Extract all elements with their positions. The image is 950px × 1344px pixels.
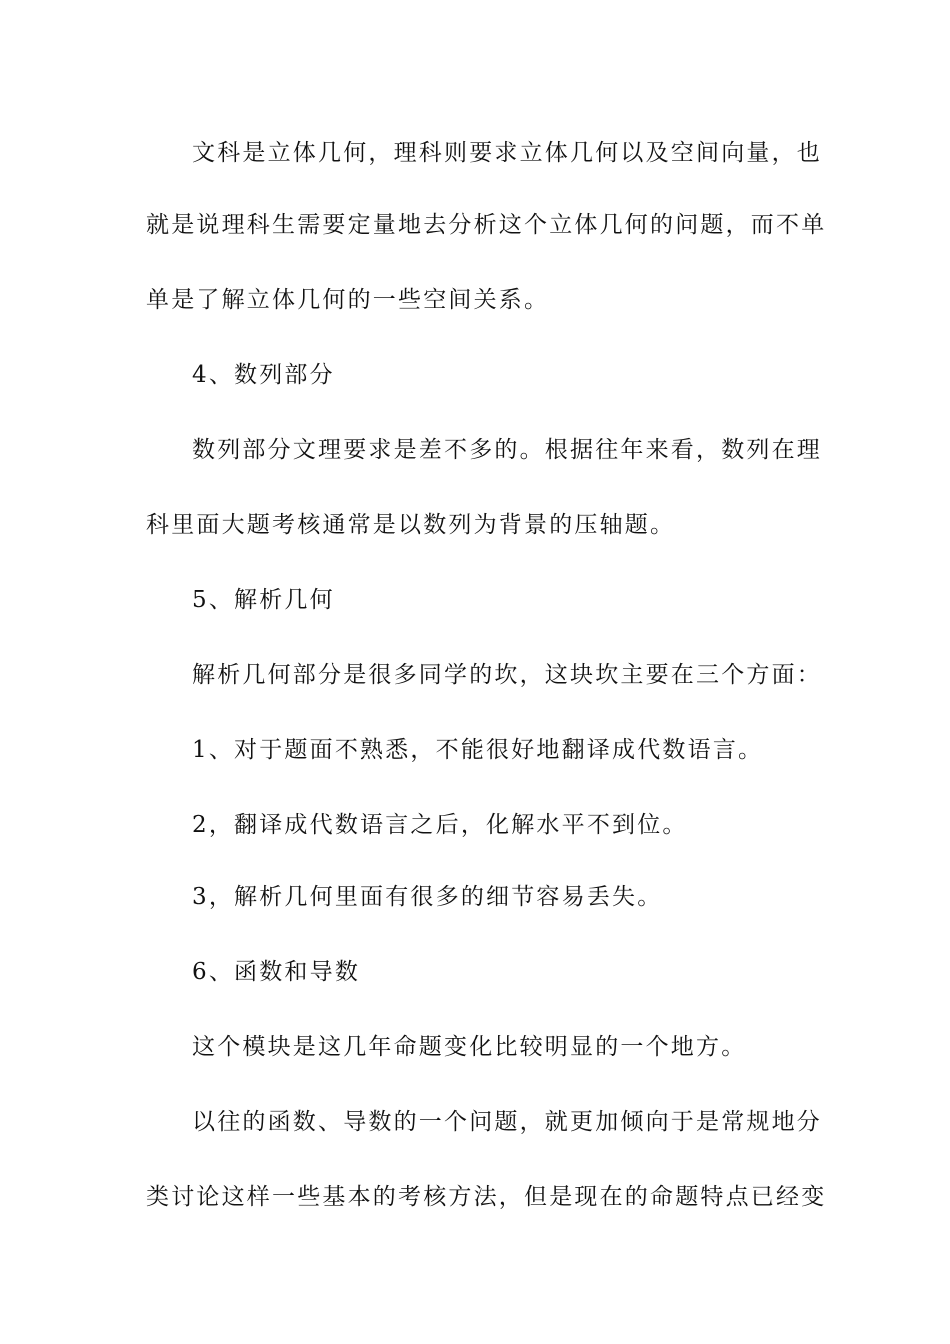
section-heading-4: 4、数列部分 (192, 362, 335, 388)
paragraph-line-1: 文科是立体几何，理科则要求立体几何以及空间向量，也 (192, 140, 822, 166)
paragraph-line-13: 这个模块是这几年命题变化比较明显的一个地方。 (192, 1034, 747, 1060)
list-item-2: 2，翻译成代数语言之后，化解水平不到位。 (192, 812, 688, 838)
paragraph-line-5: 数列部分文理要求是差不多的。根据往年来看，数列在理 (192, 437, 822, 463)
paragraph-line-2: 就是说理科生需要定量地去分析这个立体几何的问题，而不单 (146, 212, 827, 238)
paragraph-line-14: 以往的函数、导数的一个问题，就更加倾向于是常规地分 (192, 1109, 822, 1135)
paragraph-line-3: 单是了解立体几何的一些空间关系。 (146, 287, 550, 313)
paragraph-line-8: 解析几何部分是很多同学的坎，这块坎主要在三个方面： (192, 662, 822, 688)
paragraph-line-15: 类讨论这样一些基本的考核方法，但是现在的命题特点已经变 (146, 1184, 827, 1210)
section-heading-5: 5、解析几何 (192, 587, 335, 613)
list-item-3: 3，解析几何里面有很多的细节容易丢失。 (192, 884, 663, 910)
section-heading-6: 6、函数和导数 (192, 959, 361, 985)
paragraph-line-6: 科里面大题考核通常是以数列为背景的压轴题。 (146, 512, 676, 538)
list-item-1: 1、对于题面不熟悉，不能很好地翻译成代数语言。 (192, 737, 764, 763)
